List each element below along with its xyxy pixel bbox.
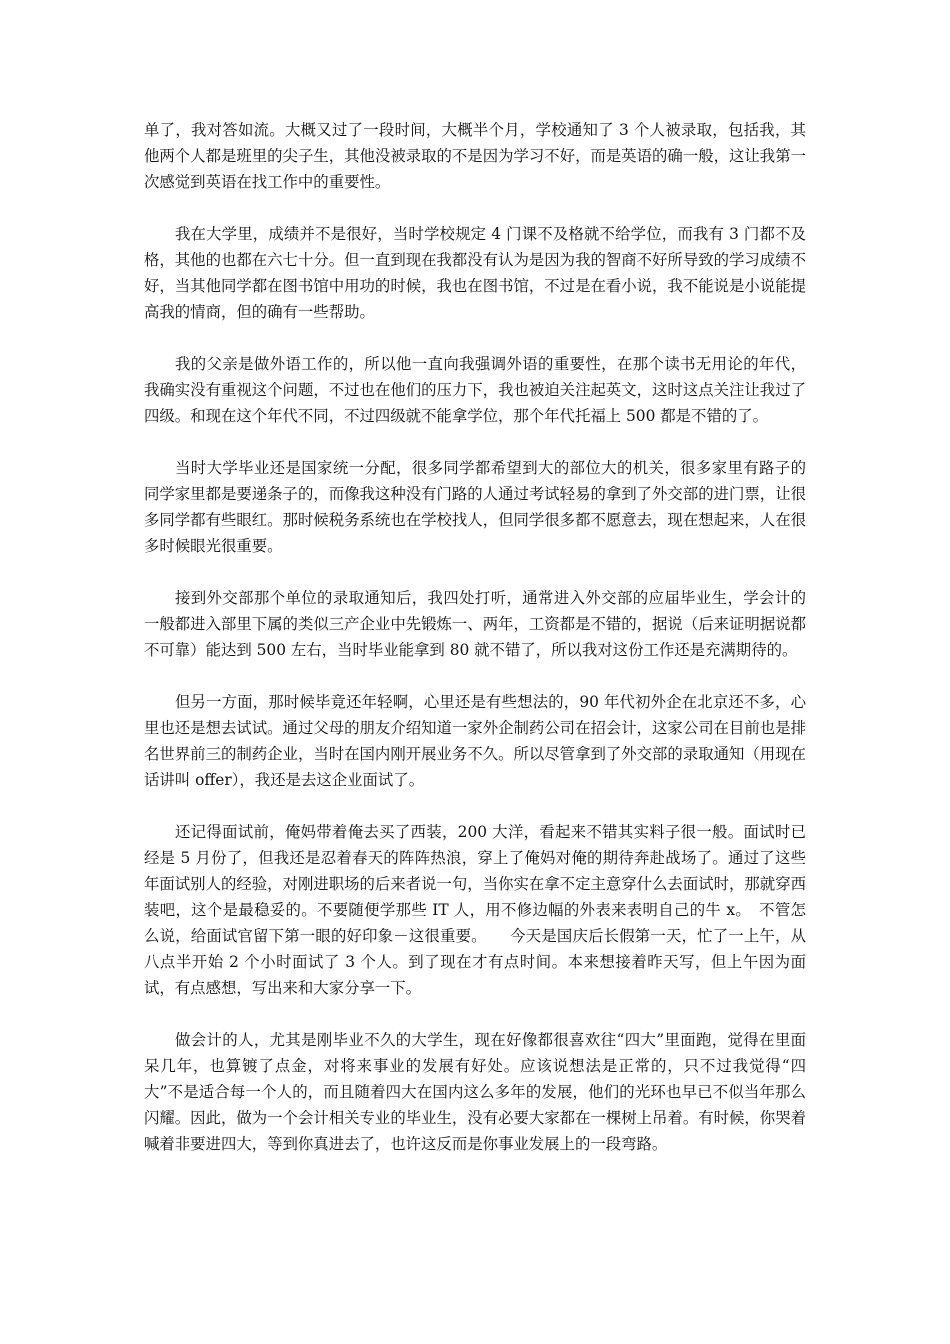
- paragraph-6: 但另一方面，那时候毕竟还年轻啊，心里还是有些想法的，90 年代初外企在北京还不多，心里也还是想去试试。通过父母的朋友介绍知道一家外企制药公司在招会计，这家公司在目前也是排名世界前三的制药企业，当时在国内刚开展业务不久。所以尽管拿到了外交部的录取通知（用现在话讲叫 offer），我还是去这企业面试了。: [144, 693, 806, 789]
- paragraph-2: 我在大学里，成绩并不是很好，当时学校规定 4 门课不及格就不给学位，而我有 3 门都不及格，其他的也都在六七十分。但一直到现在我都没有认为是因为我的智商不好所导致的学习成绩不好，当其他同学都在图书馆中用功的时候，我也在图书馆，不过是在看小说，我不能说是小说能提高我的情商，但的确有一些帮助。: [144, 225, 806, 321]
- paragraph-3: 我的父亲是做外语工作的，所以他一直向我强调外语的重要性，在那个读书无用论的年代，我确实没有重视这个问题，不过也在他们的压力下，我也被迫关注起英文，这时这点关注让我过了四级。和现在这个年代不同，不过四级就不能拿学位，那个年代托福上 500 都是不错的了。: [144, 355, 806, 425]
- paragraph-1: 单了，我对答如流。大概又过了一段时间，大概半个月，学校通知了 3 个人被录取，包括我，其他两个人都是班里的尖子生，其他没被录取的不是因为学习不好，而是英语的确一般，这让我第一次感觉到英语在找工作中的重要性。: [144, 121, 806, 191]
- document-body: [144, 117, 806, 1183]
- paragraph-5: 接到外交部那个单位的录取通知后，我四处打听，通常进入外交部的应届毕业生，学会计的一般都进入部里下属的类似三产企业中先锻炼一、两年，工资都是不错的，据说（后来证明据说都不可靠）能达到 500 左右，当时毕业能拿到 80 就不错了，所以我对这份工作还是充满期待的。: [144, 589, 806, 659]
- paragraph-7: 还记得面试前，俺妈带着俺去买了西装，200 大洋，看起来不错其实料子很一般。面试时已经是 5 月份了，但我还是忍着春天的阵阵热浪，穿上了俺妈对俺的期待奔赴战场了。通过了这些年面试别人的经验，对刚进职场的后来者说一句，当你实在拿不定主意穿什么去面试时，那就穿西装吧，这个是最稳妥的。不要随便学那些 IT 人，用不修边幅的外表来表明自己的牛 x。 不管怎么说，给面试官留下第一眼的好印象－这很重要。 今天是国庆后长假第一天，忙了一上午，从八点半开始 2 个小时面试了 3 个人。到了现在才有点时间。本来想接着昨天写，但上午因为面试，有点感想，写出来和大家分享一下。: [144, 823, 806, 997]
- paragraph-4: 当时大学毕业还是国家统一分配，很多同学都希望到大的部位大的机关，很多家里有路子的同学家里都是要递条子的，而像我这种没有门路的人通过考试轻易的拿到了外交部的进门票，让很多同学都有些眼红。那时候税务系统也在学校找人，但同学很多都不愿意去，现在想起来，人在很多时候眼光很重要。: [144, 459, 806, 555]
- paragraph-8: 做会计的人，尤其是刚毕业不久的大学生，现在好像都很喜欢往“四大”里面跑，觉得在里面呆几年，也算镀了点金，对将来事业的发展有好处。应该说想法是正常的，只不过我觉得“四大”不是适合每一个人的，而且随着四大在国内这么多年的发展，他们的光环也早已不似当年那么闪耀。因此，做为一个会计相关专业的毕业生，没有必要大家都在一棵树上吊着。有时候，你哭着喊着非要进四大，等到你真进去了，也许这反而是你事业发展上的一段弯路。: [144, 1031, 806, 1153]
